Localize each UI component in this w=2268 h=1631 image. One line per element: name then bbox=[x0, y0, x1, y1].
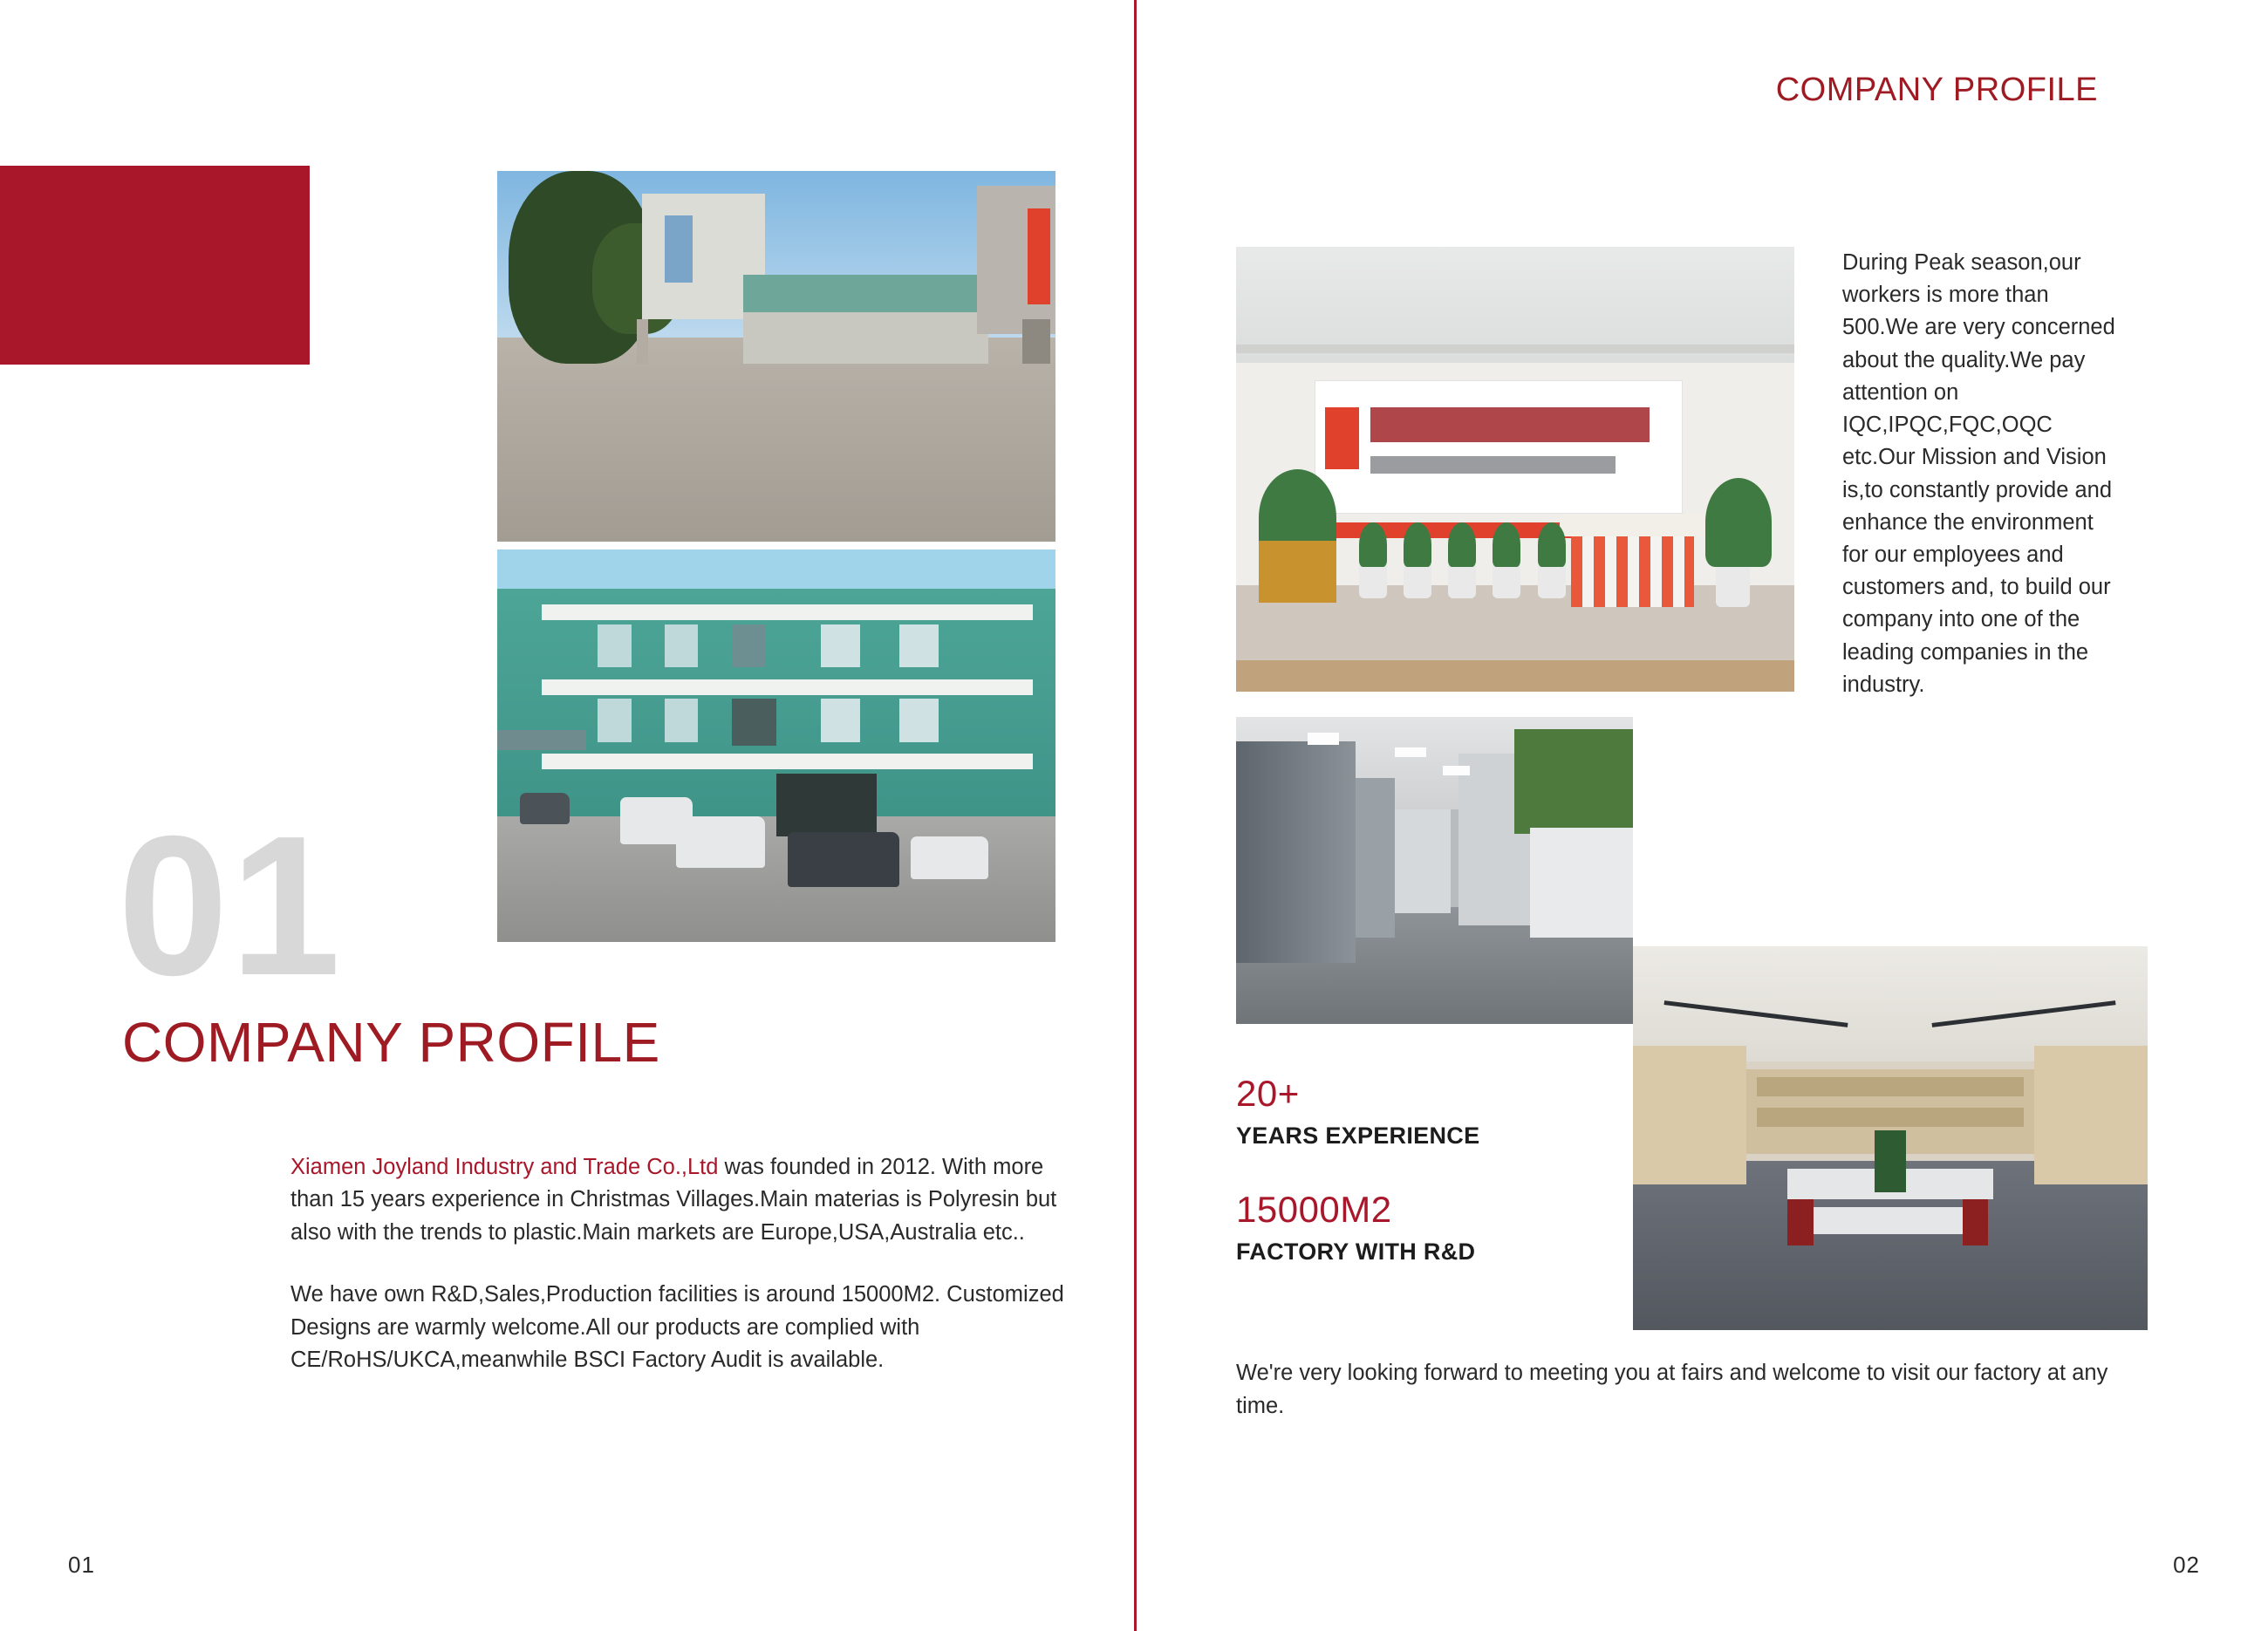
showroom-photo bbox=[1633, 946, 2148, 1330]
closing-statement: We're very looking forward to meeting you at fairs and welcome to visit our factory at any time. bbox=[1236, 1361, 2108, 1419]
page-number-right: 02 bbox=[2173, 1552, 2200, 1578]
factory-gate-photo bbox=[497, 171, 1055, 542]
red-accent-block bbox=[0, 166, 310, 365]
office-corridor-photo bbox=[1236, 717, 1633, 1024]
page-number-left: 01 bbox=[68, 1552, 95, 1578]
stats-block bbox=[1236, 1073, 1611, 1266]
description-text: During Peak season,our workers is more than 500.We are very concerned about the quality.We pay attention on IQC,IPQC,FQC,OQC etc.Our Mission and Vision is,to constantly provide and enhance the environment for our employees and customers and, to build our company into one of the leading companies in the industry. bbox=[1842, 250, 2115, 697]
stat-area-value: 15000M2 bbox=[1236, 1189, 1392, 1230]
paragraph-1 bbox=[290, 1151, 1076, 1249]
factory-building-photo bbox=[497, 549, 1055, 942]
paragraph-2: We have own R&D,Sales,Production facilities is around 15000M2. Customized Designs are warmly welcome.All our products are complied with CE/RoHS/UKCA,meanwhile BSCI Factory Audit is available. bbox=[290, 1282, 1064, 1373]
left-body-text bbox=[290, 1151, 1076, 1377]
company-name: Xiamen Joyland Industry and Trade Co.,Ltd bbox=[290, 1155, 719, 1179]
section-number: 01 bbox=[118, 795, 343, 1017]
paragraph-1-rest: was founded in 2012. With more than 15 years experience in Christmas Villages.Main materias is Polyresin but also with the trends to plastic.Main markets are Europe,USA,Australia etc.. bbox=[290, 1155, 1057, 1245]
section-title: COMPANY PROFILE bbox=[122, 1011, 660, 1074]
right-page-header: COMPANY PROFILE bbox=[1775, 72, 2098, 108]
stat-years-value: 20+ bbox=[1236, 1073, 1300, 1114]
right-description bbox=[1842, 247, 2121, 701]
office-lobby-photo bbox=[1236, 247, 1794, 692]
stat-area-label: FACTORY WITH R&D bbox=[1236, 1239, 1476, 1265]
stat-years-label: YEARS EXPERIENCE bbox=[1236, 1123, 1480, 1149]
right-page bbox=[1134, 0, 2268, 1631]
